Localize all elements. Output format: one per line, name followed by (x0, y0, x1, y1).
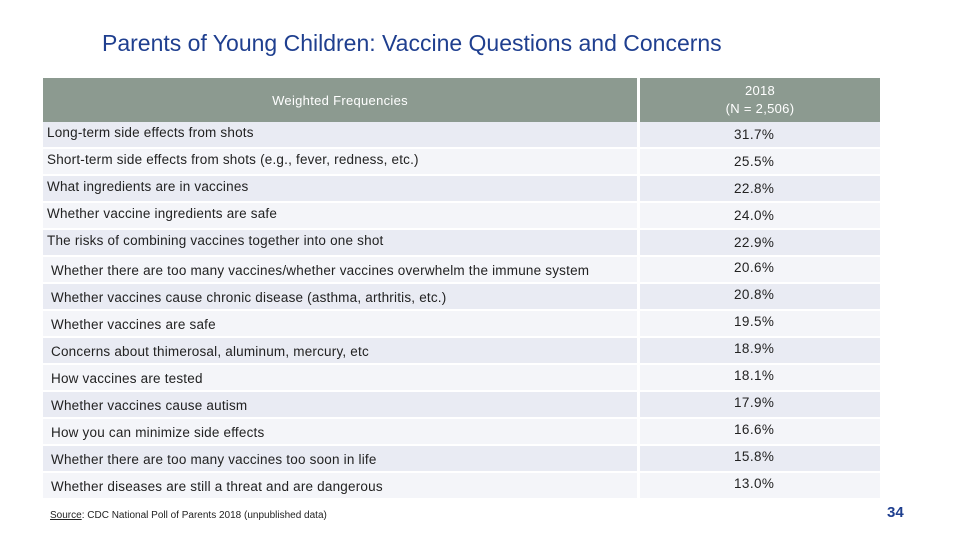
vaccine-concerns-table (43, 78, 880, 500)
row-label: What ingredients are in vaccines (47, 179, 249, 194)
row-value: 17.9% (637, 392, 880, 417)
table-row (43, 419, 880, 446)
row-label: Concerns about thimerosal, aluminum, mercury, etc (51, 344, 369, 359)
row-value: 31.7% (637, 122, 880, 147)
table-row (43, 230, 880, 257)
row-value: 24.0% (637, 203, 880, 228)
row-label: How you can minimize side effects (51, 425, 265, 440)
source-text: : CDC National Poll of Parents 2018 (unpublished data) (81, 510, 327, 521)
table-row (43, 338, 880, 365)
row-label: Long-term side effects from shots (47, 125, 254, 140)
row-value: 16.6% (637, 419, 880, 444)
row-label: Whether there are too many vaccines/whether vaccines overwhelm the immune system (51, 263, 590, 278)
table-row (43, 473, 880, 500)
row-value: 18.1% (637, 365, 880, 390)
row-label: Whether vaccine ingredients are safe (47, 206, 278, 221)
table-row (43, 365, 880, 392)
row-value: 19.5% (637, 311, 880, 336)
page-number: 34 (887, 504, 904, 521)
row-value: 13.0% (637, 473, 880, 498)
row-label: The risks of combining vaccines together into one shot (47, 233, 384, 248)
row-label: Whether there are too many vaccines too soon in life (51, 452, 377, 467)
row-label: Whether vaccines cause autism (51, 398, 248, 413)
table-row (43, 149, 880, 176)
row-value: 20.6% (637, 257, 880, 282)
table-header (43, 78, 880, 122)
row-label: Whether vaccines are safe (51, 317, 216, 332)
row-label: Whether diseases are still a threat and are dangerous (51, 479, 383, 494)
row-label: How vaccines are tested (51, 371, 203, 386)
table-row (43, 122, 880, 149)
table-row (43, 446, 880, 473)
table-row (43, 257, 880, 284)
row-value: 22.8% (637, 176, 880, 201)
header-label: Weighted Frequencies (272, 92, 408, 108)
row-value: 22.9% (637, 230, 880, 255)
table-row (43, 176, 880, 203)
row-label: Short-term side effects from shots (e.g., fever, redness, etc.) (47, 152, 419, 167)
header-year-cell (637, 78, 880, 122)
source-note (50, 510, 327, 521)
source-prefix: Source (50, 510, 82, 521)
row-value: 18.9% (637, 338, 880, 363)
table-row (43, 392, 880, 419)
row-value: 15.8% (637, 446, 880, 471)
row-label: Whether vaccines cause chronic disease (asthma, arthritis, etc.) (51, 290, 447, 305)
header-sample-size: (N = 2,506) (725, 101, 795, 116)
table-row (43, 311, 880, 338)
table-row (43, 284, 880, 311)
slide-title: Parents of Young Children: Vaccine Questions and Concerns (102, 30, 722, 56)
table-row (43, 203, 880, 230)
row-value: 25.5% (637, 149, 880, 174)
row-value: 20.8% (637, 284, 880, 309)
header-year: 2018 (744, 83, 776, 98)
